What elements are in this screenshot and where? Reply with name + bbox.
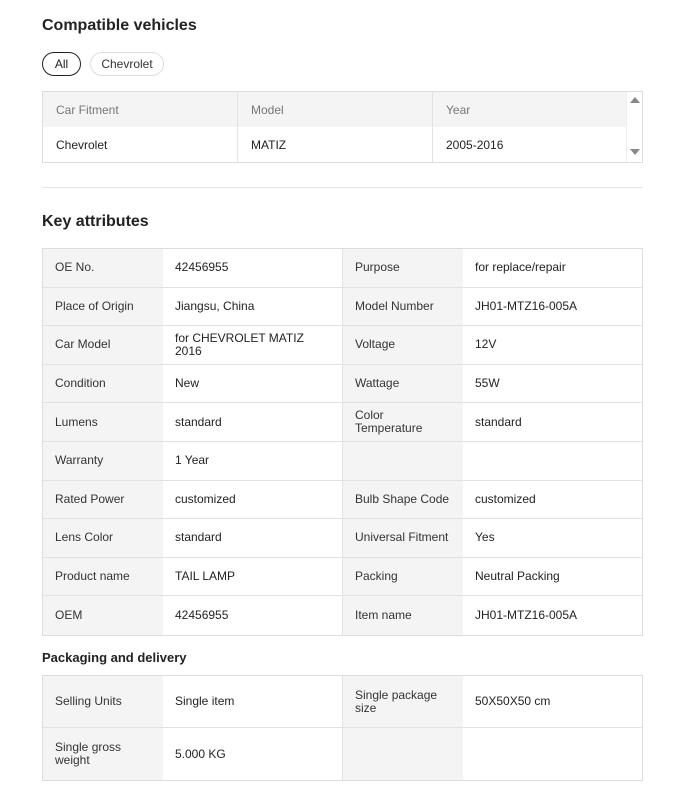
attr-label: Purpose: [343, 249, 463, 287]
filter-all-chip[interactable]: All: [42, 52, 81, 76]
attr-label: OE No.: [43, 249, 163, 287]
attr-value: standard: [163, 519, 343, 557]
attr-value: 42456955: [163, 249, 343, 287]
key-attributes-table: [42, 248, 643, 636]
table-row: [43, 403, 642, 442]
scroll-down-icon[interactable]: [630, 149, 640, 155]
attr-label: Universal Fitment: [343, 519, 463, 557]
attr-value: Jiangsu, China: [163, 288, 343, 326]
attr-label: [343, 728, 463, 780]
attr-value: customized: [475, 491, 536, 506]
attr-label: Color Temperature: [343, 403, 463, 441]
fitment-scrollbar[interactable]: [626, 92, 642, 162]
attr-value: JH01-MTZ16-005A: [475, 608, 578, 623]
attr-value: 50X50X50 cm: [475, 694, 551, 708]
attr-value: 1 Year: [163, 442, 343, 480]
attr-label: Rated Power: [43, 481, 163, 519]
attr-value: standard: [163, 403, 343, 441]
attr-value: [463, 728, 642, 780]
attr-label: Bulb Shape Code: [343, 481, 463, 519]
fitment-table[interactable]: [42, 91, 643, 163]
cell-model: MATIZ: [238, 127, 433, 162]
attr-label: Model Number: [343, 288, 463, 326]
attr-value: Neutral Packing: [475, 569, 560, 584]
attr-label: Place of Origin: [43, 288, 163, 326]
attr-value: Single item: [163, 676, 343, 727]
attr-label: Single package size: [343, 676, 463, 727]
attr-label: Lumens: [43, 403, 163, 441]
attr-label: Product name: [43, 558, 163, 596]
attr-label: Packing: [343, 558, 463, 596]
header-car-fitment: Car Fitment: [43, 92, 238, 127]
table-row: [43, 481, 642, 520]
packaging-delivery-title: Packaging and delivery: [42, 650, 187, 665]
attr-label: Lens Color: [43, 519, 163, 557]
filter-chevrolet-chip[interactable]: Chevrolet: [90, 52, 164, 76]
attr-value: 55W: [475, 376, 500, 391]
table-row: [43, 596, 642, 635]
table-row: [43, 728, 642, 780]
attr-label: Warranty: [43, 442, 163, 480]
table-row: [43, 326, 642, 365]
table-row: [43, 676, 642, 728]
attr-label: Single gross weight: [43, 728, 163, 780]
vehicle-filter-group: [42, 52, 164, 76]
table-row: [43, 249, 642, 288]
attr-label: Wattage: [343, 365, 463, 403]
table-row: [43, 288, 642, 327]
attr-value: 42456955: [163, 596, 343, 635]
cell-car-fitment: Chevrolet: [43, 127, 238, 162]
attr-label: Selling Units: [43, 676, 163, 727]
attr-value: [463, 442, 642, 480]
attr-value: JH01-MTZ16-005A: [475, 298, 578, 313]
attr-label: Item name: [343, 596, 463, 635]
attr-value: 12V: [475, 337, 497, 352]
table-row: [43, 558, 642, 597]
attr-value: for replace/repair: [475, 260, 566, 275]
attr-value: standard: [475, 414, 522, 429]
header-model: Model: [238, 92, 433, 127]
attr-value: New: [163, 365, 343, 403]
attr-label: Voltage: [343, 326, 463, 364]
attr-value: for CHEVROLET MATIZ 2016: [163, 326, 343, 364]
attr-value: Yes: [475, 530, 495, 545]
section-divider: [42, 187, 643, 188]
attr-label: OEM: [43, 596, 163, 635]
attr-label: Car Model: [43, 326, 163, 364]
compatible-vehicles-title: Compatible vehicles: [42, 17, 197, 34]
scroll-up-icon[interactable]: [630, 97, 640, 103]
header-year: Year: [446, 102, 471, 117]
attr-value: 5.000 KG: [163, 728, 343, 780]
key-attributes-title: Key attributes: [42, 213, 149, 230]
table-row: [43, 127, 642, 162]
attr-value: TAIL LAMP: [163, 558, 343, 596]
table-row: [43, 365, 642, 404]
table-row: [43, 519, 642, 558]
fitment-header-row: [43, 92, 642, 127]
attr-label: Condition: [43, 365, 163, 403]
attr-value: customized: [163, 481, 343, 519]
attr-label: [343, 442, 463, 480]
cell-year: 2005-2016: [446, 137, 504, 152]
table-row: [43, 442, 642, 481]
packaging-table: [42, 675, 643, 781]
